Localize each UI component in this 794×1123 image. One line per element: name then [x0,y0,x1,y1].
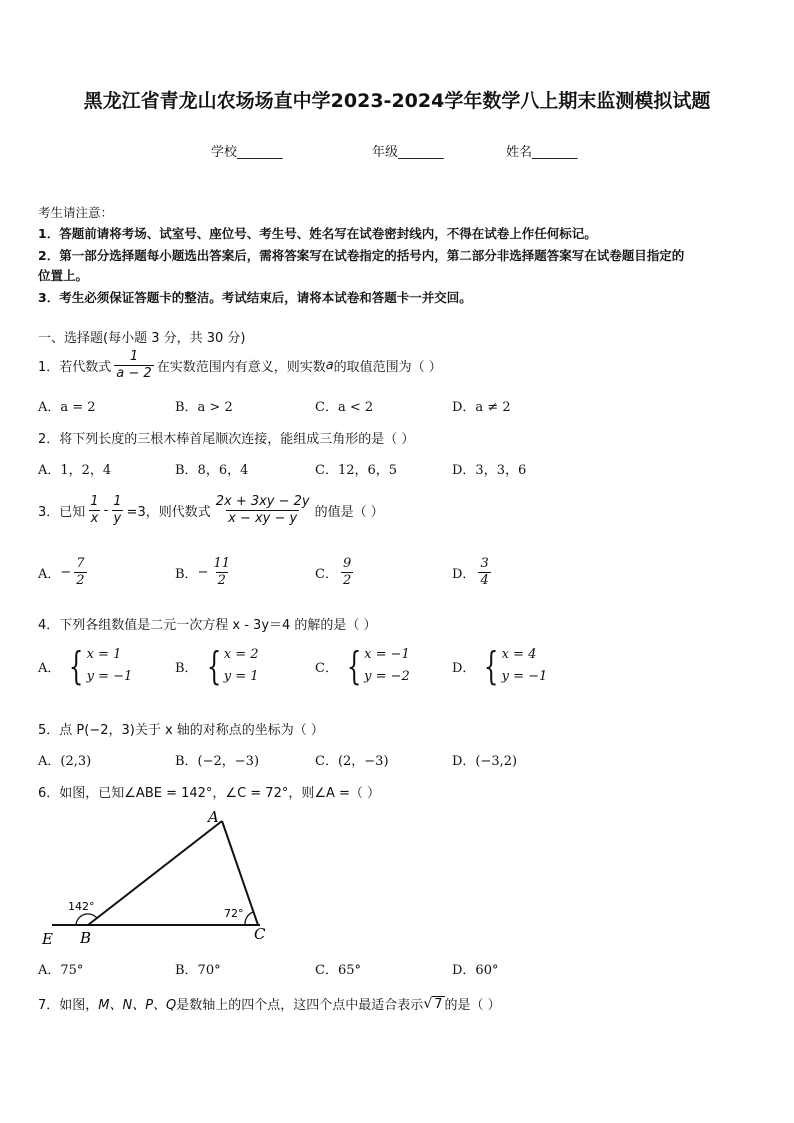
sqrt-icon: √ [423,995,433,1012]
q3-option-b: B． − $\frac{11}{2}$ [175,556,231,588]
angle-b-label: 142° [68,900,95,913]
side-ab [88,821,222,925]
q3-option-d: D． $\frac{3}{4}$ [452,556,489,588]
notice-item-3: 3．考生必须保证答题卡的整洁。考试结束后，请将本试卷和答题卡一并交回。 [38,290,472,305]
q3-fraction-2: $\frac{1}{y}$ [113,494,122,526]
q6-option-a: A．75° [38,963,84,978]
page-title: 黑龙江省青龙山农场场直中学2023-2024学年数学八上期末监测模拟试题 [83,90,711,112]
q3-fraction-1: $\frac{1}{x}$ [90,494,99,526]
question-4: 4．下列各组数值是二元一次方程 x - 3y＝4 的解的是（ ） [38,618,377,633]
q5-option-c: C．(2，−3) [315,754,389,769]
q6-option-c: C．65° [315,963,361,978]
label-b: B [80,929,92,947]
brace-icon: { [69,644,84,688]
label-a: A [208,808,219,826]
q6-option-b: B．70° [175,963,221,978]
notice-item-1: 1．答题前请将考场、试室号、座位号、考生号、姓名写在试卷密封线内，不得在试卷上作任何标记。 [38,226,597,241]
q4-option-d: D． { x = 4 y = −1 [452,644,548,688]
question-7: 7．如图， M、N、P、Q 是数轴上的四个点，这四个点中最适合表示 √ 7 的是（ ） [38,995,501,1013]
q2-option-d: D．3，3，6 [452,463,527,478]
q5-option-d: D．(−3,2) [452,754,518,769]
q3-fraction-3: $\frac{2x + 3xy - 2y}{x - xy - y}$ [215,494,310,526]
q3-option-a: A． − $\frac{7}{2}$ [38,556,85,588]
brace-icon: { [346,644,362,688]
q1-option-d: D．a ≠ 2 [452,400,511,415]
notice-heading: 考生请注意： [38,205,114,220]
question-3: 3．已知 $\frac{1}{x}$ - $\frac{1}{y}$ =3，则代数式 $\frac{2x + 3xy - 2y}{x - xy - y}$ 的值是（ ） [38,494,384,526]
q1-option-a: A．a = 2 [38,400,96,415]
question-6: 6．如图，已知∠ABE = 142°，∠C = 72°，则∠A =（ ） [38,786,381,801]
question-2: 2．将下列长度的三根木棒首尾顺次连接，能组成三角形的是（ ） [38,432,415,447]
q6-option-d: D．60° [452,963,499,978]
label-e: E [42,930,53,948]
q1-option-c: C．a < 2 [315,400,374,415]
label-c: C [254,925,266,943]
q5-option-b: B．(−2，−3) [175,754,260,769]
q1-fraction: $\frac{1}{a - 2}$ [116,349,152,381]
question-1: 1．若代数式 $\frac{1}{a - 2}$ 在实数范围内有意义，则实数 a 的取值范围为（ ） [38,349,442,381]
q4-option-a: A． { x = 1 y = −1 [38,644,133,688]
angle-c-arc [245,912,253,925]
q2-option-c: C．12，6，5 [315,463,398,478]
name-field: 姓名_______ [506,145,578,160]
section-heading: 一、选择题(每小题 3 分，共 30 分) [38,331,246,346]
q4-option-b: B． { x = 2 y = 1 [175,644,259,688]
question-5: 5．点 P(−2，3)关于 x 轴的对称点的坐标为（ ） [38,723,324,738]
q2-option-b: B．8，6，4 [175,463,249,478]
triangle-figure [40,808,280,953]
q2-option-a: A．1，2，4 [38,463,112,478]
notice-item-2: 2．第一部分选择题每小题选出答案后，需将答案写在试卷指定的括号内，第二部分非选择题答案写在试卷题目指定的 [38,248,685,263]
brace-icon: { [484,644,499,688]
angle-c-label: 72° [224,907,244,920]
q1-option-b: B．a > 2 [175,400,233,415]
q4-option-c: C． { x = −1 y = −2 [315,644,410,688]
grade-field: 年级_______ [372,145,444,160]
notice-item-2-cont: 位置上。 [38,268,89,283]
brace-icon: { [206,644,221,688]
school-field: 学校_______ [211,145,283,160]
q3-option-c: C． $\frac{9}{2}$ [315,556,352,588]
q5-option-a: A．(2,3) [38,754,92,769]
